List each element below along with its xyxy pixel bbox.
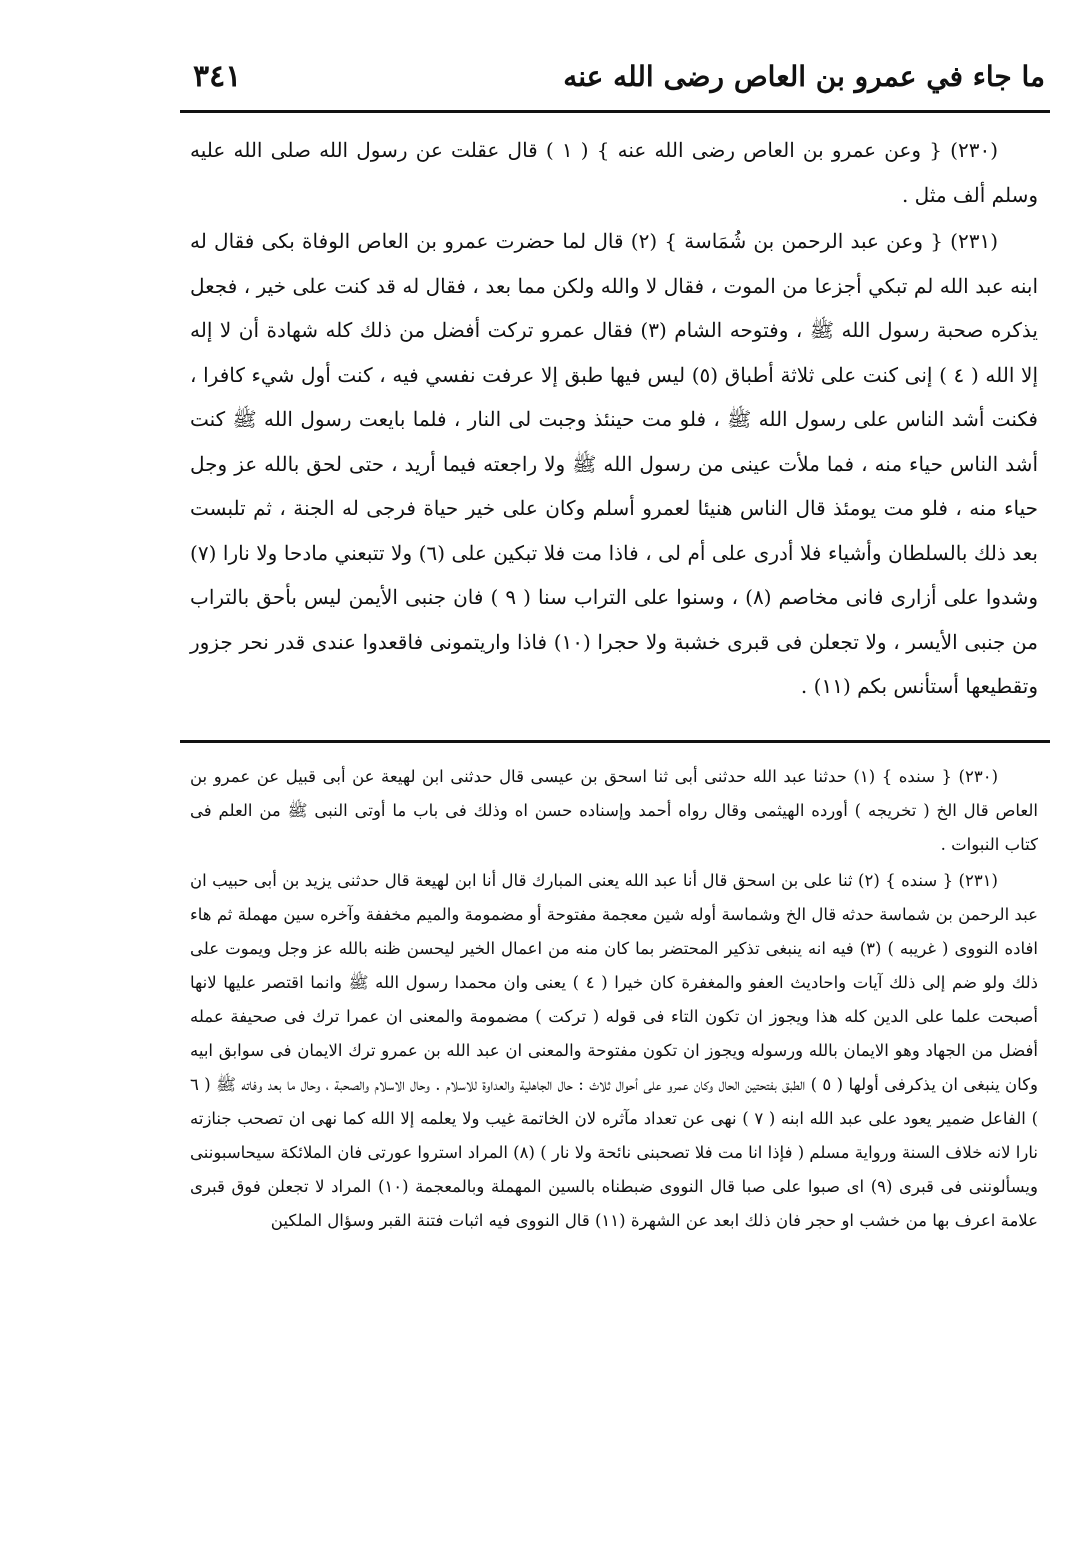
hadith-text	[190, 128, 1038, 709]
hadith-231: (٢٣١) { وعن عبد الرحمن بن شُمَاسة } (٢) قال لما حضرت عمرو بن العاص الوفاة بكى فقال له ابنه عبد الله لم تبكي أجزعا من الموت ، فقال لا والله ولكن مما بعد ، فقال له قد كنت على خير ، فجعل يذكره صحبة رسول الله ﷺ ، وفتوحه الشام (٣) فقال عمرو تركت أفضل من ذلك كله شهادة أن لا إله إلا الله ( ٤ ) إنى كنت على ثلاثة أطباق (٥) ليس فيها طبق إلا عرفت نفسي فيه ، كنت أول شيء كافرا ، فكنت أشد الناس على رسول الله ﷺ ، فلو مت حينئذ وجبت لى النار ، فلما بايعت رسول الله ﷺ كنت أشد الناس حياء منه ، فما ملأت عينى من رسول الله ﷺ ولا راجعته فيما أريد ، حتى لحق بالله عز وجل حياء منه ، فلو مت يومئذ قال الناس هنيئا لعمرو أسلم وكان على خير حياة فرجى له الجنة ، ثم تلبست بعد ذلك بالسلطان وأشياء فلا أدرى على أم لى ، فاذا مت فلا تبكين على (٦) ولا تتبعني مادحا ولا نارا (٧) وشدوا على أزارى فانى مخاصم (٨) ، وسنوا على التراب سنا ( ٩ ) فان جنبى الأيمن ليس بأحق بالتراب من جنبى الأيسر ، ولا تجعلن فى قبرى خشبة ولا حجرا (١٠) فاذا واريتمونى فاقعدوا عندى قدر نحر جزور وتقطيعها أستأنس بكم (١١) .	[190, 229, 1039, 698]
note-230: (٢٣٠) { سنده } (١) حدثنا عبد الله حدثنى أبى ثنا اسحق بن عيسى قال حدثنى ابن لهيعة عن أبى قبيل عن عمرو بن العاص قال الخ ( تخريجه ) أورده الهيثمى وقال رواه أحمد وإسناده حسن اه وذلك فى باب ما أوتى النبى ﷺ من العلم فى كتاب النبوات .	[190, 767, 1038, 854]
footnote-rule	[180, 740, 1050, 743]
page-number: ٣٤١	[193, 58, 242, 94]
note-231: (٢٣١) { سنده } (٢) ثنا على بن اسحق قال أنا عبد الله يعنى المبارك قال أنا ابن لهيعة قال حدثنى يزيد بن أبى حبيب ان عبد الرحمن بن شماسة حدثه قال الخ وشماسة أوله شين معجمة مفتوحة أو مضمومة والميم مخففة وآخره سين مهملة ثم هاء افاده النووى ( غريبه ) (٣) فيه انه ينبغى تذكير المحتضر بما كان منه من اعمال الخير ليحسن ظنه بالله عز وجل ويموت على ذلك ولو ضم إلى ذلك آيات واحاديث العفو والمغفرة كان خيرا ( ٤ ) يعنى وان محمدا رسول الله ﷺ وانما اقتصر عليها لانها أصبحت علما على الدين كله هذا ويجوز ان تكون التاء فى قوله ( تركت ) مضمومة والمعنى ان عمرا ترك فى صحيفة عمله أفضل من الجهاد وهو الايمان بالله ورسوله ويجوز ان تكون مفتوحة والمعنى ان عبد الله بن عمرو ترك الايمان فى سوابق ابيه وكان ينبغى ان يذكرفى أولها ( ٥ ) الطبق بفتحتين الحال وكان عمرو على أحوال ثلاث : حال الجاهلية والعداوة للاسلام . وحال الاسلام والصحبة ، وحال ما بعد وفاته ﷺ ( ٦ ) الفاعل ضمير يعود على عبد الله ابنه ( ٧ ) نهى عن تعداد مآثره لان الخاتمة غيب ولا يعلمه إلا الله كما نهى ان تصحب جنازته نارا لانه خلاف السنة ورواية مسلم ( فإذا انا مت فلا تصحبنى نائحة ولا نار ) (٨) المراد استروا عورتى فان الملائكة سيحاسبوننى ويسألوننى فى قبرى (٩) اى صبوا على صبا قال النووى ضبطناه بالسين المهملة وبالمعجمة (١٠) المراد لا تجعلن فوق قبرى علامة اعرف بها من خشب او حجر فان ذلك ابعد عن الشهرة (١١) قال النووى فيه اثبات فتنة القبر وسؤال الملكين	[190, 871, 1039, 1230]
hadith-230: (٢٣٠) { وعن عمرو بن العاص رضى الله عنه } ( ١ ) قال عقلت عن رسول الله صلى الله عليه وسلم ألف مثل .	[190, 138, 1038, 207]
page-header	[185, 50, 1045, 102]
footnotes	[190, 760, 1038, 1238]
running-title: ما جاء في عمرو بن العاص رضى الله عنه	[563, 59, 1045, 93]
header-rule	[180, 110, 1050, 113]
